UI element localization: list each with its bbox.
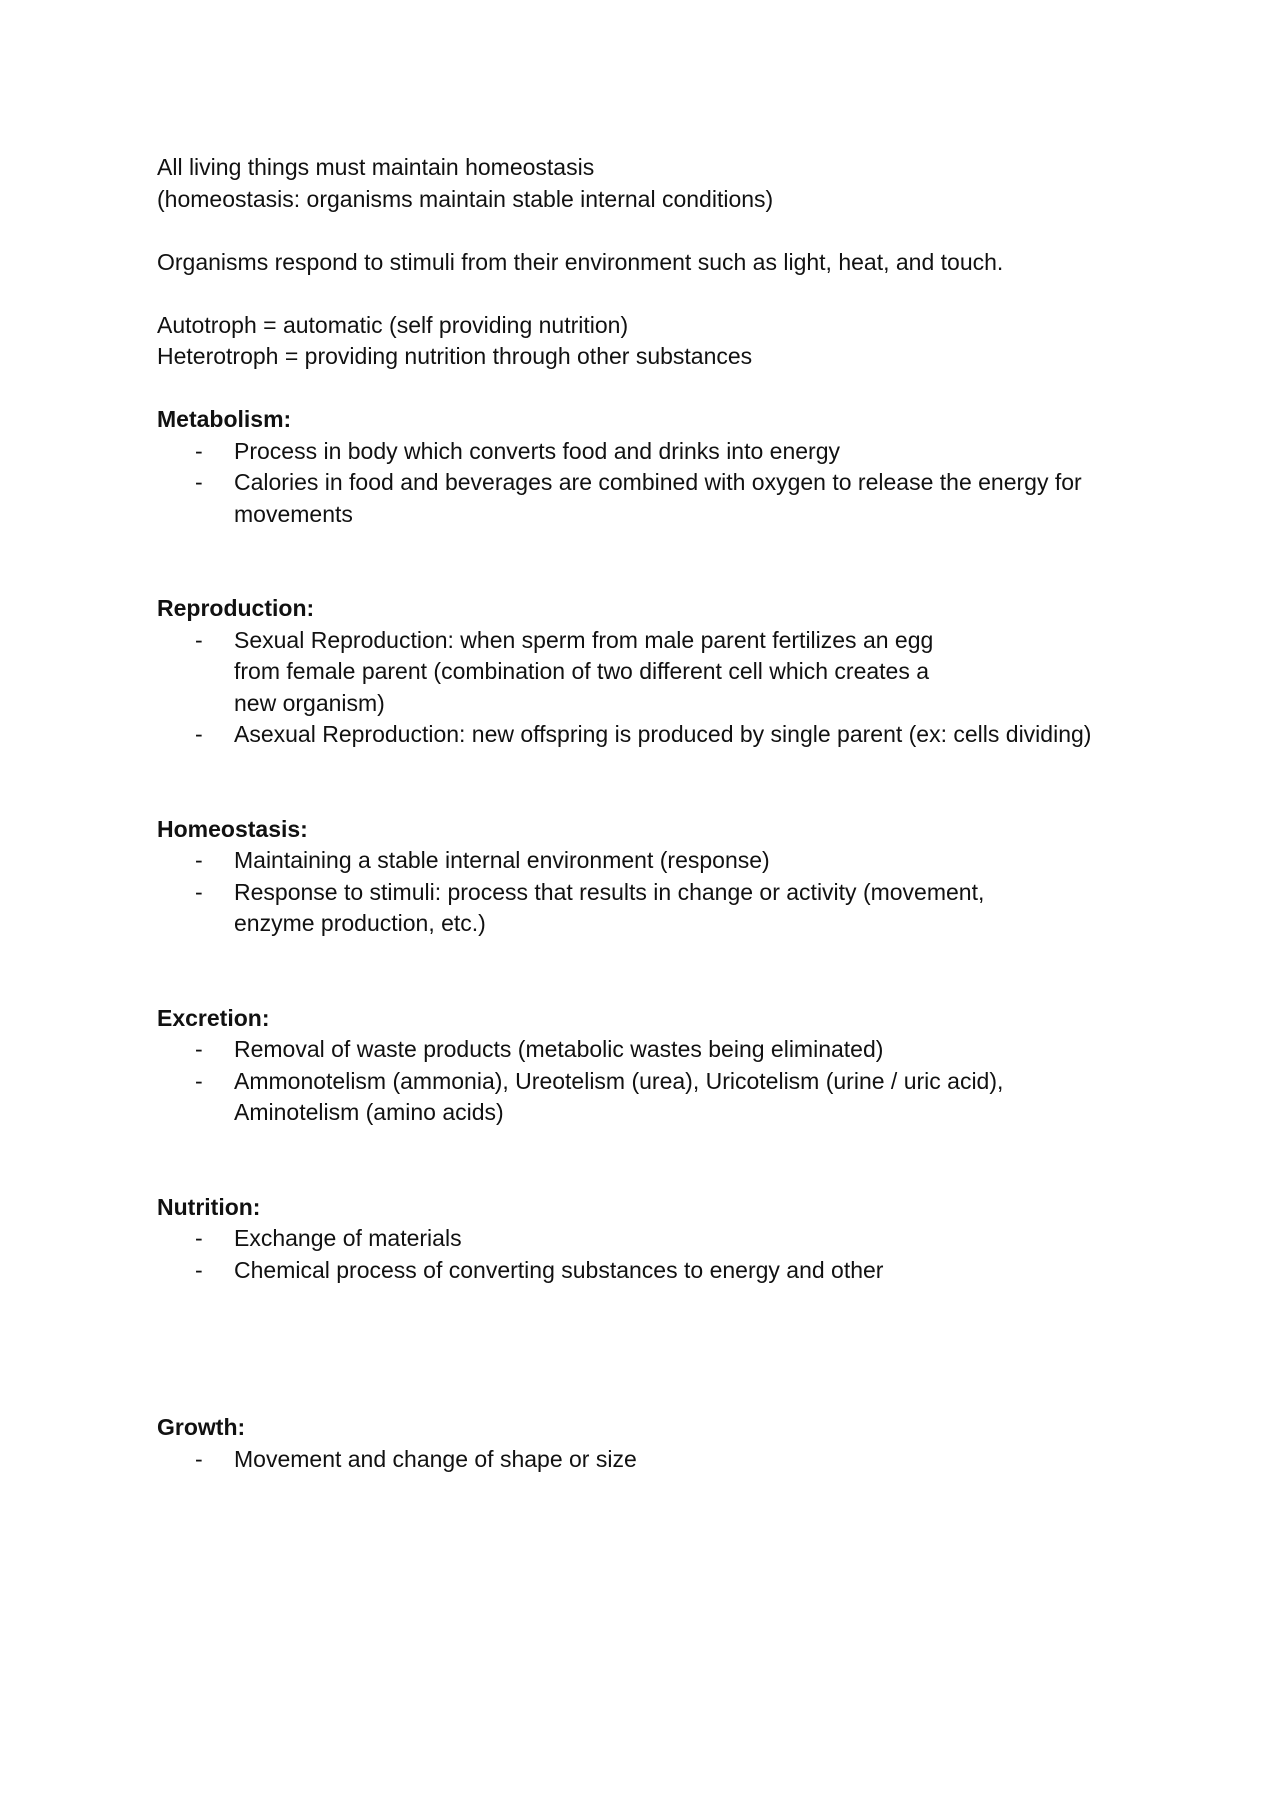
bullet-dash: - xyxy=(195,469,203,495)
list-item xyxy=(157,1223,1147,1255)
section-reproduction xyxy=(157,593,1147,751)
list-item-text: Chemical process of converting substances to energy and other xyxy=(234,1256,884,1283)
bullet-list xyxy=(157,436,1147,531)
intro-line-heterotroph: Heterotroph = providing nutrition through other substances xyxy=(157,343,753,369)
bullet-dash: - xyxy=(195,1445,203,1472)
list-item xyxy=(157,467,1147,530)
bullet-list xyxy=(157,845,1147,940)
list-item xyxy=(157,1444,1147,1476)
bullet-dash: - xyxy=(195,437,203,464)
bullet-list xyxy=(157,1034,1147,1129)
intro-line-homeostasis-definition: (homeostasis: organisms maintain stable internal conditions) xyxy=(157,185,774,212)
list-item-text: Asexual Reproduction: new offspring is produced by single parent (ex: cells dividing) xyxy=(234,721,1092,747)
list-item-text: Process in body which converts food and drinks into energy xyxy=(234,437,840,464)
list-item-text: Ammonotelism (ammonia), Ureotelism (urea), Uricotelism (urine / uric acid), Aminotelism (amino acids) xyxy=(234,1067,1004,1125)
list-item xyxy=(157,1066,1147,1129)
section-heading: Reproduction: xyxy=(157,595,315,621)
list-item-text: Exchange of materials xyxy=(234,1225,462,1251)
bullet-dash: - xyxy=(195,878,203,905)
section-growth xyxy=(157,1412,1147,1475)
intro-line-stimuli: Organisms respond to stimuli from their environment such as light, heat, and touch. xyxy=(157,248,1004,275)
bullet-dash: - xyxy=(195,1036,203,1062)
list-item-text: Response to stimuli: process that results in change or activity (movement, enzyme production, etc.) xyxy=(234,878,985,936)
section-heading: Metabolism: xyxy=(157,406,292,432)
section-heading: Nutrition: xyxy=(157,1193,261,1220)
bullet-dash: - xyxy=(195,1225,203,1251)
bullet-dash: - xyxy=(195,847,203,873)
section-heading: Homeostasis: xyxy=(157,815,308,842)
section-nutrition xyxy=(157,1192,1147,1287)
section-metabolism xyxy=(157,404,1147,530)
bullet-list xyxy=(157,1223,1147,1286)
bullet-list xyxy=(157,625,1147,751)
bullet-dash: - xyxy=(195,626,203,653)
list-item-text: Removal of waste products (metabolic wastes being eliminated) xyxy=(234,1036,884,1062)
document-page xyxy=(157,152,1147,1475)
list-item xyxy=(157,719,1147,751)
list-item-text: Maintaining a stable internal environment (response) xyxy=(234,847,770,873)
bullet-dash: - xyxy=(195,1067,203,1094)
list-item xyxy=(157,877,1147,940)
section-excretion xyxy=(157,1003,1147,1129)
list-item xyxy=(157,845,1147,877)
section-heading: Growth: xyxy=(157,1414,246,1440)
intro-line-autotroph: Autotroph = automatic (self providing nutrition) xyxy=(157,311,629,338)
bullet-dash: - xyxy=(195,1256,203,1283)
list-item-text: Calories in food and beverages are combined with oxygen to release the energy for movements xyxy=(234,469,1082,527)
list-item xyxy=(157,1255,1147,1287)
list-item xyxy=(157,436,1147,468)
list-item xyxy=(157,1034,1147,1066)
list-item-text: Movement and change of shape or size xyxy=(234,1445,637,1472)
bullet-dash: - xyxy=(195,721,203,747)
list-item xyxy=(157,625,1147,720)
section-heading: Excretion: xyxy=(157,1004,270,1031)
bullet-list xyxy=(157,1444,1147,1476)
intro-line-homeostasis: All living things must maintain homeostasis xyxy=(157,154,595,180)
section-homeostasis xyxy=(157,814,1147,940)
list-item-text: Sexual Reproduction: when sperm from male parent fertilizes an egg from female parent (combination of two different cell which creates a new organism) xyxy=(234,626,934,716)
